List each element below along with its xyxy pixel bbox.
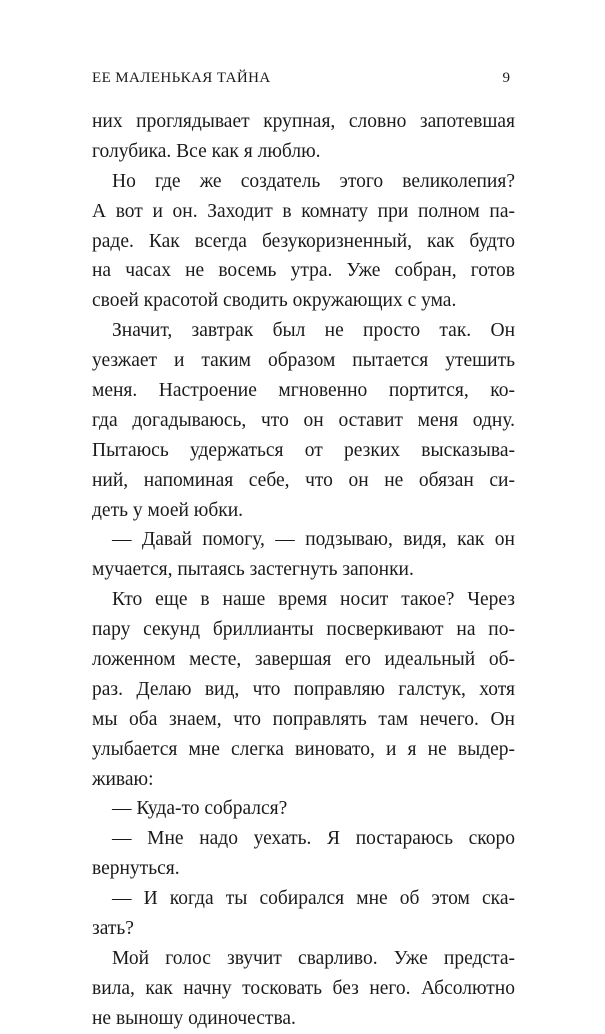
- text-line: улыбается мне слегка виновато, и я не выдер-: [92, 738, 515, 760]
- text-line: — Куда-то собрался?: [112, 798, 288, 820]
- text-line: на часах не восемь утра. Уже собран, готов: [92, 260, 515, 282]
- text-line: вернуться.: [92, 858, 180, 880]
- text-line: пару секунд бриллианты посверкивают на по-: [92, 619, 515, 641]
- text-line: раде. Как всегда безукоризненный, как будто: [92, 230, 515, 252]
- text-line: Но где же создатель этого великолепия?: [112, 170, 515, 192]
- text-line: Кто еще в наше время носит такое? Через: [112, 589, 515, 611]
- text-line: зать?: [92, 918, 134, 940]
- text-line: живаю:: [92, 768, 154, 790]
- text-line: — Мне надо уехать. Я постараюсь скоро: [112, 828, 515, 850]
- text-line: своей красотой сводить окружающих с ума.: [92, 290, 457, 312]
- text-line: ложенном месте, завершая его идеальный об-: [92, 649, 515, 671]
- page-number: 9: [502, 70, 510, 86]
- text-line: мучается, пытаясь застегнуть запонки.: [92, 559, 414, 581]
- text-line: них проглядывает крупная, словно запотевшая: [92, 111, 515, 132]
- text-line: не выношу одиночества.: [92, 1007, 296, 1029]
- text-line: гда догадываюсь, что он оставит меня одну.: [92, 409, 515, 431]
- text-line: Значит, завтрак был не просто так. Он: [112, 320, 515, 342]
- text-line: раз. Делаю вид, что поправляю галстук, хотя: [92, 678, 515, 700]
- text-line: — Давай помогу, — подзываю, видя, как он: [112, 529, 515, 551]
- running-title: ЕЕ МАЛЕНЬКАЯ ТАЙНА: [92, 70, 271, 86]
- text-line: меня. Настроение мгновенно портится, ко-: [92, 380, 515, 402]
- text-line: ний, напоминая себе, что он не обязан си-: [92, 469, 515, 491]
- text-line: Пытаюсь удержаться от резких высказыва-: [92, 439, 515, 461]
- text-line: вила, как начну тосковать без него. Абсолютно: [92, 977, 515, 999]
- text-line: Мой голос звучит сварливо. Уже предста-: [112, 947, 515, 969]
- text-line: А вот и он. Заходит в комнату при полном па-: [92, 200, 515, 222]
- text-line: уезжает и таким образом пытается утешить: [92, 350, 515, 372]
- text-line: деть у моей юбки.: [92, 499, 244, 521]
- text-line: мы оба знаем, что поправлять там нечего. Он: [92, 708, 515, 730]
- text-line: — И когда ты собирался мне об этом ска-: [112, 888, 515, 910]
- text-line: голубика. Все как я люблю.: [92, 140, 321, 162]
- body-text: [92, 107, 515, 1034]
